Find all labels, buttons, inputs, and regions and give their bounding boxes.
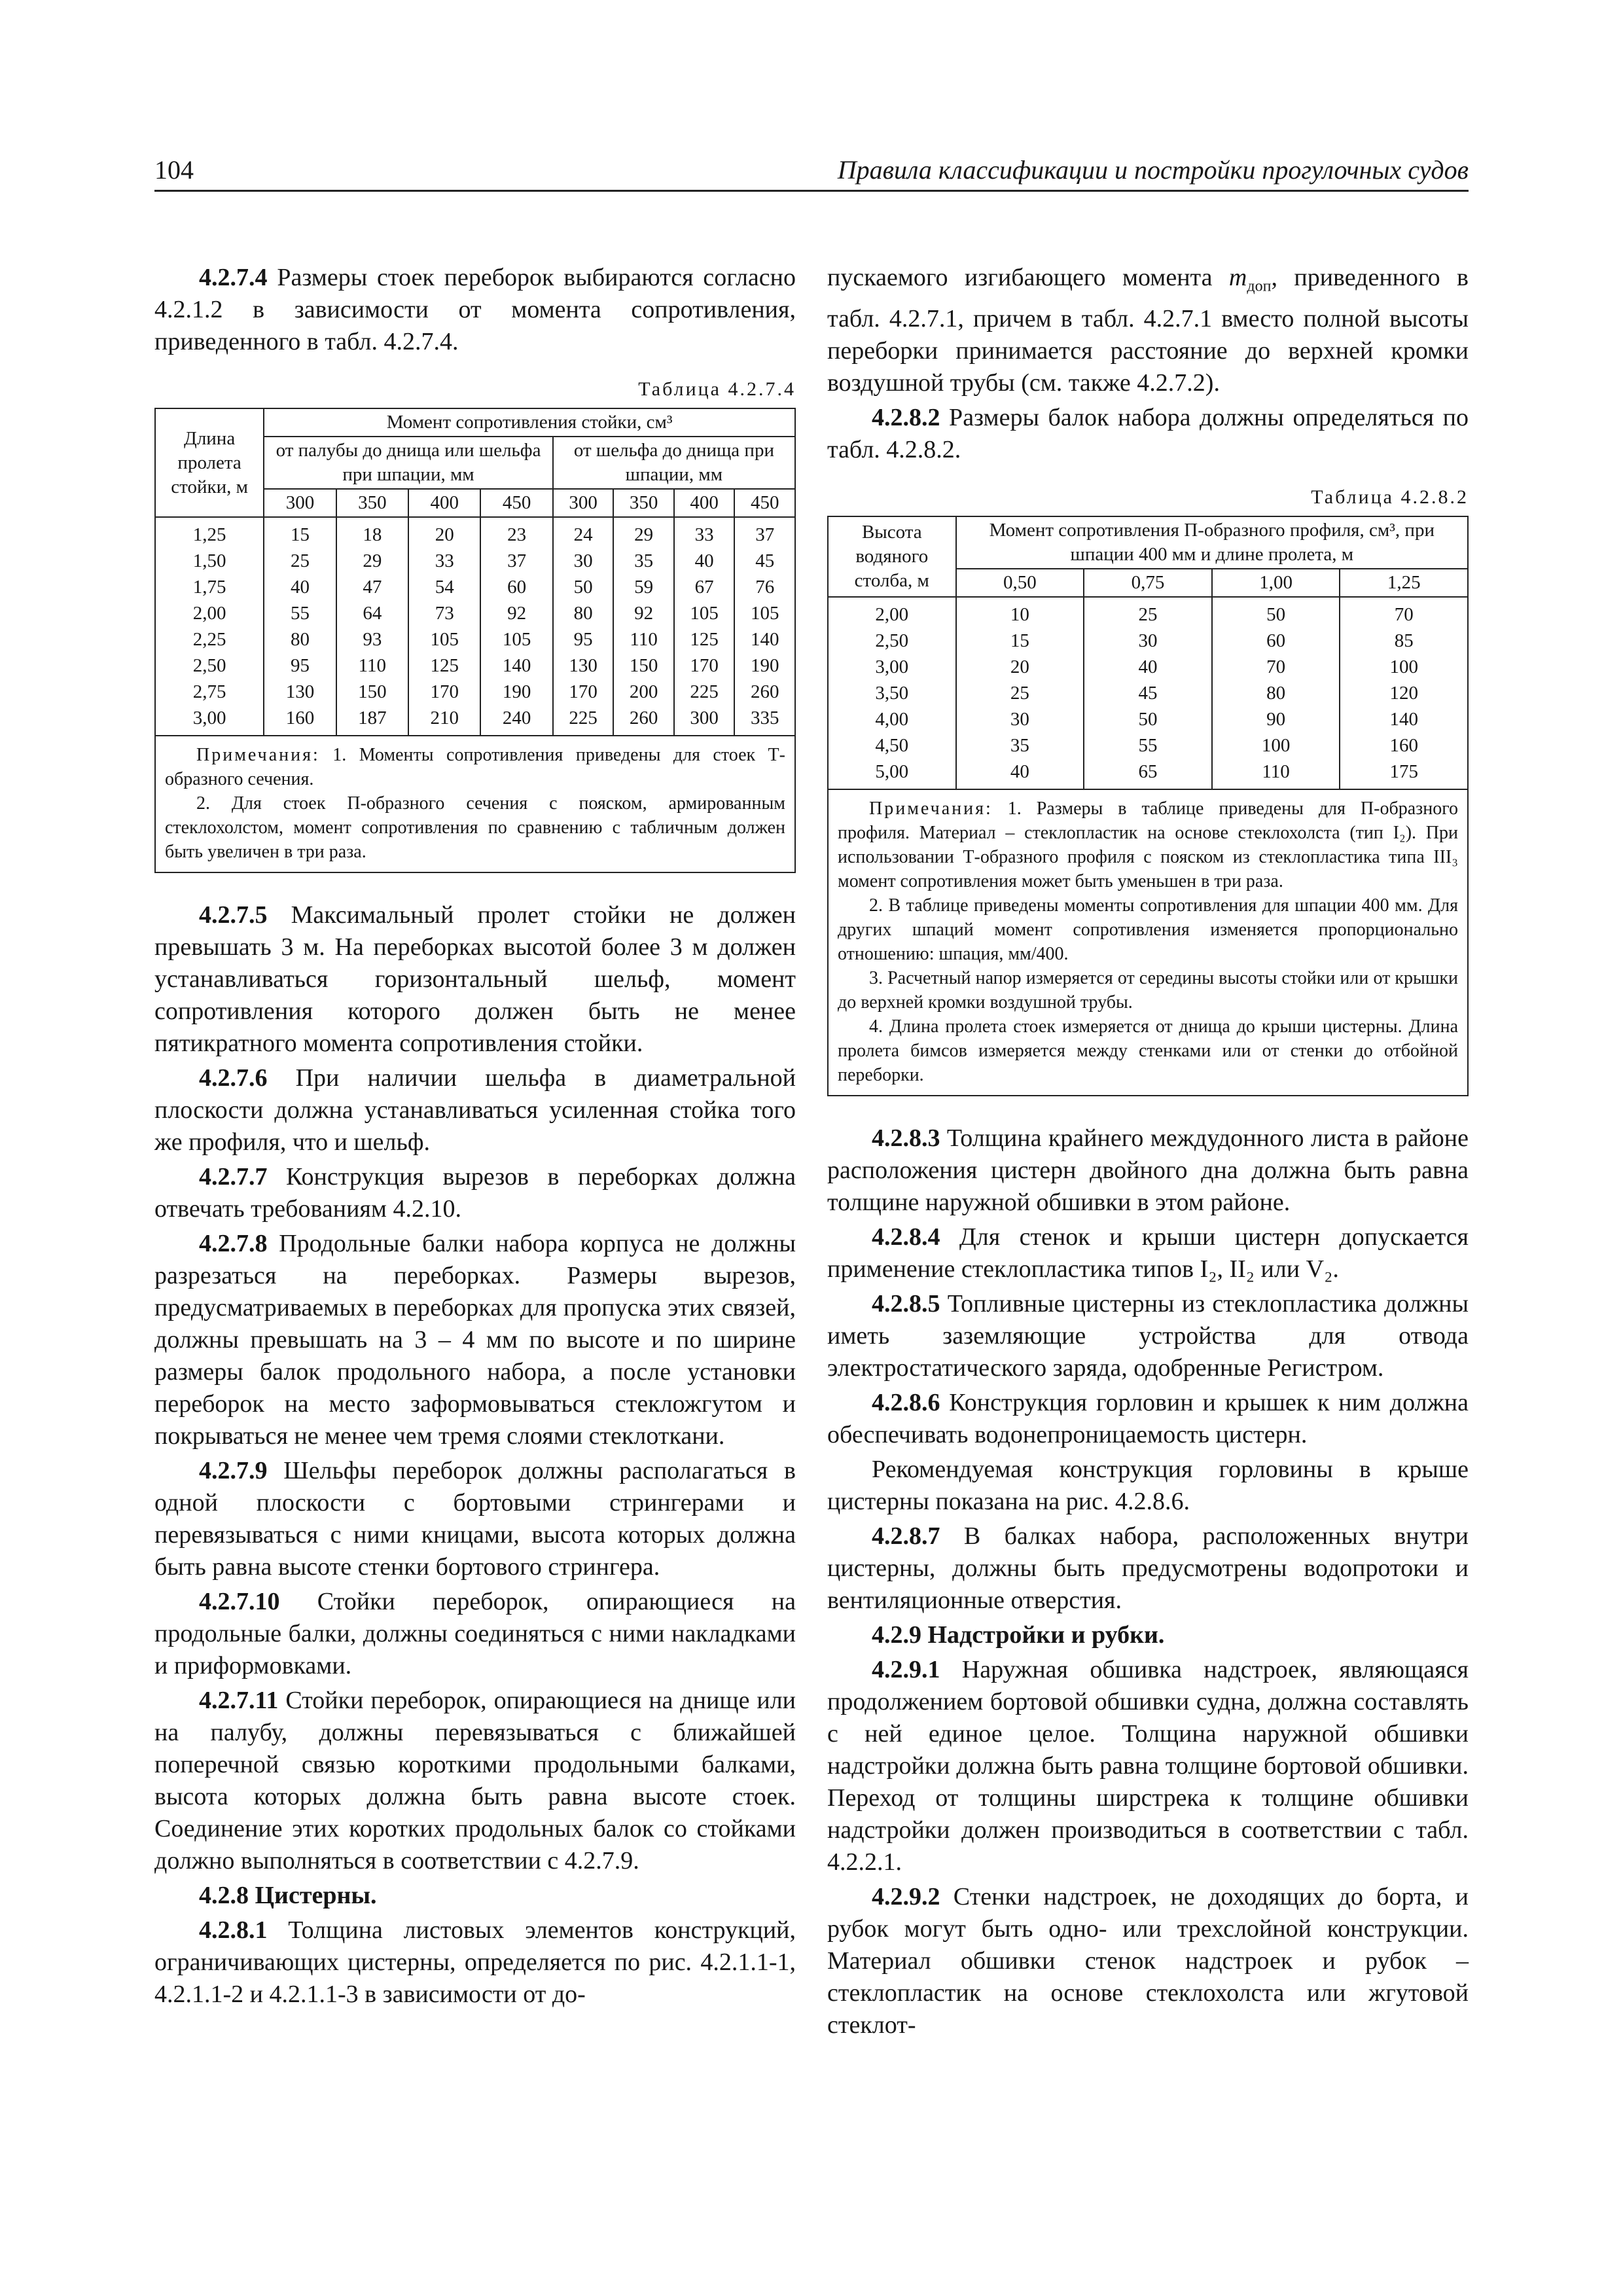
paragraph-continuation: пускаемого изгибающего момента $m_{доп}$, приведенного в табл. 4.2.7.1, причем в табл. 4.2.7.1 вместо полной высоты переборки принимается расстояние до верхней кромки воздушной трубы (см. также 4.2.7.2). [827,264,1469,397]
paragraph-4-2-7-11: 4.2.7.11 Стойки переборок, опирающиеся на днище или на палубу, должны перевязываться с ближайшей поперечной связью короткими продольными балками, высота которых должна быть равна высоте стоек. Соединение этих коротких продольных балок со стойками должно выполняться в соответствии с 4.2.7.9. [154,1687,796,1874]
table-data-row [155,517,795,736]
column-values: 18 29 47 64 93 110 150 187 [336,517,408,736]
note-2: 2. Для стоек П-образного сечения с пояском, армированным стеклохолстом, момент сопротивления по сравнению с табличным должен быть увеличен в три раза. [165,793,785,862]
table-4-2-7-4 [154,408,796,873]
paragraph-4-2-8-2: 4.2.8.2 Размеры балок набора должны определяться по табл. 4.2.8.2. [827,403,1469,463]
column-header-span-length: Длина пролета стойки, м [155,408,264,517]
table-4-2-8-2 [827,516,1469,1096]
paragraph-4-2-7-10: 4.2.7.10 Стойки переборок, опирающиеся на продольные балки, должны соединяться с ними накладками и приформовками. [154,1588,796,1679]
paragraph-4-2-8-6: 4.2.8.6 Конструкция горловин и крышек к ним должна обеспечивать водонепроницаемость цистерн. [827,1388,1469,1448]
page-number: 104 [154,155,194,185]
heading-4-2-9: 4.2.9 Надстройки и рубки. [872,1621,1165,1649]
paragraph-4-2-8-4: 4.2.8.4 Для стенок и крыши цистерн допускается применение стеклопластика типов I₂, II₂ или V₂. [827,1223,1469,1283]
spacing-header: 350 [613,489,674,517]
table-data-row [828,597,1468,789]
notes-label: Примечания: [869,798,993,819]
paragraph-4-2-7-8: 4.2.7.8 Продольные балки набора корпуса не должны разрезаться на переборках. Размеры вырезов, предусматриваемых в переборках для пропуска этих связей, должны превышать на 3 – 4 мм по высоте и по ширине размеры балок продольного набора, а после установки переборок на место заформовываться стекложгутом и покрываться не менее чем тремя слоями стеклоткани. [154,1230,796,1450]
table-caption: Таблица 4.2.7.4 [638,378,796,400]
note-2: 2. В таблице приведены моменты сопротивления для шпации 400 мм. Для других шпаций момент сопротивления изменяется пропорционально отношению: шпация, мм/400. [838,895,1458,964]
column-group-shelf-to-bottom: от шельфа до днища при шпации, мм [553,437,795,489]
span-header: 1,25 [1340,569,1468,597]
column-values: 23 37 60 92 105 140 190 240 [480,517,552,736]
paragraph-4-2-8-5: 4.2.8.5 Топливные цистерны из стеклопластика должны иметь заземляющие устройства для отвода электростатического заряда, одобренные Регистром. [827,1289,1469,1382]
column-values: 25 30 40 45 50 55 65 [1084,597,1212,789]
table-4-2-7-4-block [154,378,796,873]
table-caption: Таблица 4.2.8.2 [1311,486,1469,508]
paragraph-4-2-9-1: 4.2.9.1 Наружная обшивка надстроек, являющаяся продолжением бортовой обшивки судна, должна составлять с ней единое целое. Толщина наружной обшивки надстройки должна быть равна толщине бортовой обшивки. Переход от толщины ширстрека к толщине обшивки надстройки должен производиться в соответствии с табл. 4.2.2.1. [827,1655,1469,1876]
table-notes [155,736,795,872]
column-group-deck-to-bottom: от палубы до днища или шельфа при шпации, мм [264,437,553,489]
paragraph-4-2-7-7: 4.2.7.7 Конструкция вырезов в переборках должна отвечать требованиям 4.2.10. [154,1163,796,1223]
spacing-header: 400 [408,489,480,517]
column-values: 20 33 54 73 105 125 170 210 [408,517,480,736]
left-column [154,262,796,2013]
paragraph-4-2-7-6: 4.2.7.6 При наличии шельфа в диаметральной плоскости должна устанавливаться усиленная стойка того же профиля, что и шельф. [154,1064,796,1156]
spacing-header: 400 [674,489,735,517]
table-notes [828,789,1468,1096]
paragraph-4-2-8-7: 4.2.8.7 В балках набора, расположенных внутри цистерны, должны быть предусмотрены водопротоки и вентиляционные отверстия. [827,1522,1469,1614]
paragraph-4-2-7-4: 4.2.7.4 Размеры стоек переборок выбираются согласно 4.2.1.2 в зависимости от момента сопротивления, приведенного в табл. 4.2.7.4. [154,264,796,355]
column-values: 15 25 40 55 80 95 130 160 [264,517,336,736]
paragraph-recommended: Рекомендуемая конструкция горловины в крыше цистерны показана на рис. 4.2.8.6. [827,1455,1469,1515]
column-values: 29 35 59 92 110 150 200 260 [613,517,674,736]
note-4: 4. Длина пролета стоек измеряется от днища до крыши цистерны. Длина пролета бимсов измеряется между стенками или от стенки до отбойной переборки. [838,1016,1458,1085]
note-3: 3. Расчетный напор измеряется от середины высоты стойки или от крышки до верхней кромки воздушной трубы. [838,967,1458,1013]
span-header: 0,75 [1084,569,1212,597]
spacing-header: 300 [264,489,336,517]
column-values: 50 60 70 80 90 100 110 [1212,597,1340,789]
column-header-moment: Момент сопротивления П-образного профиля, см³, при шпации 400 мм и длине пролета, м [956,516,1468,569]
note-1: 1. Размеры в таблице приведены для П-образного профиля. Материал – стеклопластик на основе стеклохолста (тип I₂). При использовании Т-образного профиля с пояском из стеклопластика типа III₃ момент сопротивления может быть уменьшен в три раза. [838,798,1458,891]
column-values: 33 40 67 105 125 170 225 300 [674,517,735,736]
column-length-values: 1,25 1,50 1,75 2,00 2,25 2,50 2,75 3,00 [155,517,264,736]
span-header: 0,50 [956,569,1084,597]
column-header-water-column: Высота водяного столба, м [828,516,956,597]
running-title: Правила классификации и постройки прогулочных судов [837,155,1469,185]
table-4-2-8-2-block [827,486,1469,1096]
paragraph-4-2-8-1: 4.2.8.1 Толщина листовых элементов конструкций, ограничивающих цистерны, определяется по рис. 4.2.1.1-1, 4.2.1.1-2 и 4.2.1.1-3 в зависимости от до- [154,1916,796,2008]
column-values: 37 45 76 105 140 190 260 335 [734,517,795,736]
paragraph-4-2-9-2: 4.2.9.2 Стенки надстроек, не доходящих до борта, и рубок могут быть одно- или трехслойной конструкции. Материал обшивки стенок надстроек и рубок – стеклопластик на основе стеклохолста или жгутовой стеклот- [827,1882,1469,2039]
column-values: 10 15 20 25 30 35 40 [956,597,1084,789]
right-column [827,262,1469,2044]
spacing-header: 300 [553,489,614,517]
spacing-header: 450 [480,489,552,517]
column-values: 24 30 50 80 95 130 170 225 [553,517,614,736]
note-1: 1. Моменты сопротивления приведены для стоек Т-образного сечения. [165,745,785,789]
header-rule [154,190,1469,192]
column-values: 70 85 100 120 140 160 175 [1340,597,1468,789]
span-header: 1,00 [1212,569,1340,597]
paragraph-4-2-8-3: 4.2.8.3 Толщина крайнего междудонного листа в районе расположения цистерн двойного дна должна быть равна толщине наружной обшивки в этом районе. [827,1124,1469,1216]
column-height-values: 2,00 2,50 3,00 3,50 4,00 4,50 5,00 [828,597,956,789]
paragraph-4-2-7-9: 4.2.7.9 Шельфы переборок должны располагаться в одной плоскости с бортовыми стрингерами и перевязываться с ними кницами, высота которых должна быть равна высоте стенки бортового стрингера. [154,1457,796,1581]
spacing-header: 450 [734,489,795,517]
notes-label: Примечания: [196,745,320,765]
paragraph-4-2-7-5: 4.2.7.5 Максимальный пролет стойки не должен превышать 3 м. На переборках высотой более 3 м должен устанавливаться горизонтальный шельф, момент сопротивления которого должен быть не менее пятикратного момента сопротивления стойки. [154,901,796,1057]
column-header-moment: Момент сопротивления стойки, см³ [264,408,795,437]
spacing-header: 350 [336,489,408,517]
heading-4-2-8: 4.2.8 Цистерны. [199,1882,377,1909]
